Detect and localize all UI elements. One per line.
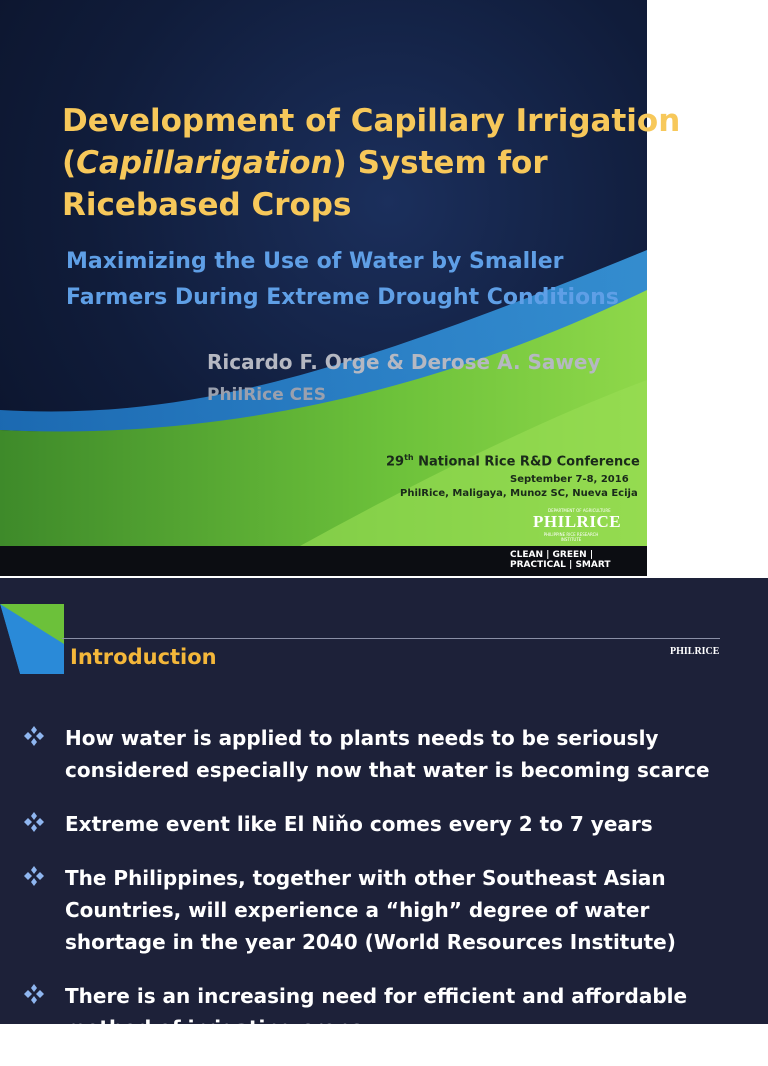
- bullet-text: There is an increasing need for efficient and affordable method of irrigating crops: [65, 984, 688, 1040]
- title-line1: Development of Capillary Irrigation: [62, 103, 681, 139]
- subtitle-line1: Maximizing the Use of Water by Smaller: [66, 249, 564, 274]
- logo-subtitle: PHILIPPINE RICE RESEARCH INSTITUTE: [543, 532, 599, 542]
- title-line2: ) System for: [332, 145, 548, 181]
- introduction-slide: [0, 578, 768, 1040]
- conference-name: [386, 453, 640, 469]
- title-paren-open: (: [62, 145, 77, 181]
- bullet-text: Extreme event like El Niňo comes every 2 to 7 years: [65, 812, 653, 836]
- organization: PhilRice CES: [207, 385, 326, 405]
- list-item: [22, 862, 752, 958]
- conference-ordinal: th: [404, 453, 414, 462]
- diamond-cluster-icon: [22, 982, 46, 1006]
- bullet-list: [22, 722, 752, 1066]
- title-slide: [0, 0, 681, 576]
- conference-venue: PhilRice, Maligaya, Munoz SC, Nueva Ecija: [400, 488, 638, 499]
- logo-department: DEPARTMENT OF AGRICULTURE: [548, 508, 611, 513]
- slide-title: Introduction: [70, 645, 217, 669]
- title-line3: Ricebased Crops: [62, 187, 352, 223]
- philrice-logo-small: PHILRICE: [670, 646, 720, 657]
- diamond-cluster-icon: [22, 810, 46, 834]
- philrice-logo: PHILRICE: [533, 512, 622, 531]
- conference-date: September 7-8, 2016: [510, 474, 629, 485]
- bullet-text: How water is applied to plants needs to be seriously considered especially now that water is becoming scarce: [65, 726, 710, 782]
- authors: Ricardo F. Orge & Derose A. Sawey: [207, 350, 601, 374]
- conference-title: National Rice R&D Conference: [413, 454, 640, 470]
- diamond-cluster-icon: [22, 724, 46, 748]
- corner-graphic-icon: [0, 604, 64, 674]
- diamond-cluster-icon: [22, 864, 46, 888]
- conference-number: 29: [386, 454, 405, 470]
- subtitle-line2: Farmers During Extreme Drought Conditions: [66, 285, 619, 310]
- list-item: [22, 980, 752, 1044]
- title-italic: Capillarigation: [76, 145, 333, 181]
- bullet-text: The Philippines, together with other Southeast Asian Countries, will experience a “high” degree of water shortage in the year 2040 (World Resources Institute): [65, 866, 676, 954]
- presentation-title: [62, 100, 702, 226]
- title-divider: [62, 638, 720, 639]
- list-item: [22, 722, 752, 786]
- presentation-subtitle: [66, 244, 666, 316]
- tagline: CLEAN | GREEN | PRACTICAL | SMART: [510, 550, 611, 570]
- list-item: [22, 808, 752, 840]
